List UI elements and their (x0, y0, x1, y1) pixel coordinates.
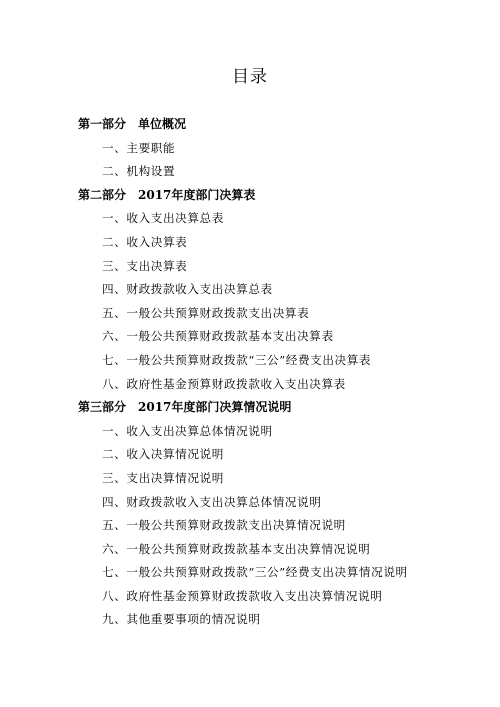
toc-item: 一、收入支出决算总体情况说明 (102, 423, 273, 438)
toc-item: 一、主要职能 (102, 140, 176, 155)
toc-item: 六、一般公共预算财政拨款基本支出决算情况说明 (102, 541, 371, 556)
toc-item: 六、一般公共预算财政拨款基本支出决算表 (102, 329, 334, 344)
toc-item: 二、机构设置 (102, 164, 176, 179)
toc-item: 一、收入支出决算总表 (102, 211, 224, 226)
toc-item: 五、一般公共预算财政拨款支出决算表 (102, 305, 310, 320)
part-heading: 第二部分 2017年度部门决算表 (78, 187, 256, 202)
toc-item: 三、支出决算表 (102, 258, 188, 273)
toc-item: 二、收入决算表 (102, 234, 188, 249)
toc-item: 二、收入决算情况说明 (102, 447, 224, 462)
part-heading: 第一部分 单位概况 (78, 117, 187, 131)
page-title: 目录 (232, 67, 268, 87)
part-heading: 第三部分 2017年度部门决算情况说明 (78, 400, 292, 415)
toc-item: 四、财政拨款收入支出决算总表 (102, 282, 273, 297)
toc-item: 三、支出决算情况说明 (102, 470, 224, 485)
toc-item: 八、政府性基金预算财政拨款收入支出决算情况说明 (102, 588, 383, 603)
toc-item: 八、政府性基金预算财政拨款收入支出决算表 (102, 376, 346, 391)
toc-item: 四、财政拨款收入支出决算总体情况说明 (102, 494, 322, 509)
toc-item: 五、一般公共预算财政拨款支出决算情况说明 (102, 518, 346, 533)
table-of-contents (78, 113, 488, 632)
toc-item: 七、一般公共预算财政拨款“三公”经费支出决算情况说明 (102, 565, 408, 580)
toc-item: 九、其他重要事项的情况说明 (102, 612, 261, 627)
toc-item: 七、一般公共预算财政拨款“三公”经费支出决算表 (102, 352, 372, 367)
